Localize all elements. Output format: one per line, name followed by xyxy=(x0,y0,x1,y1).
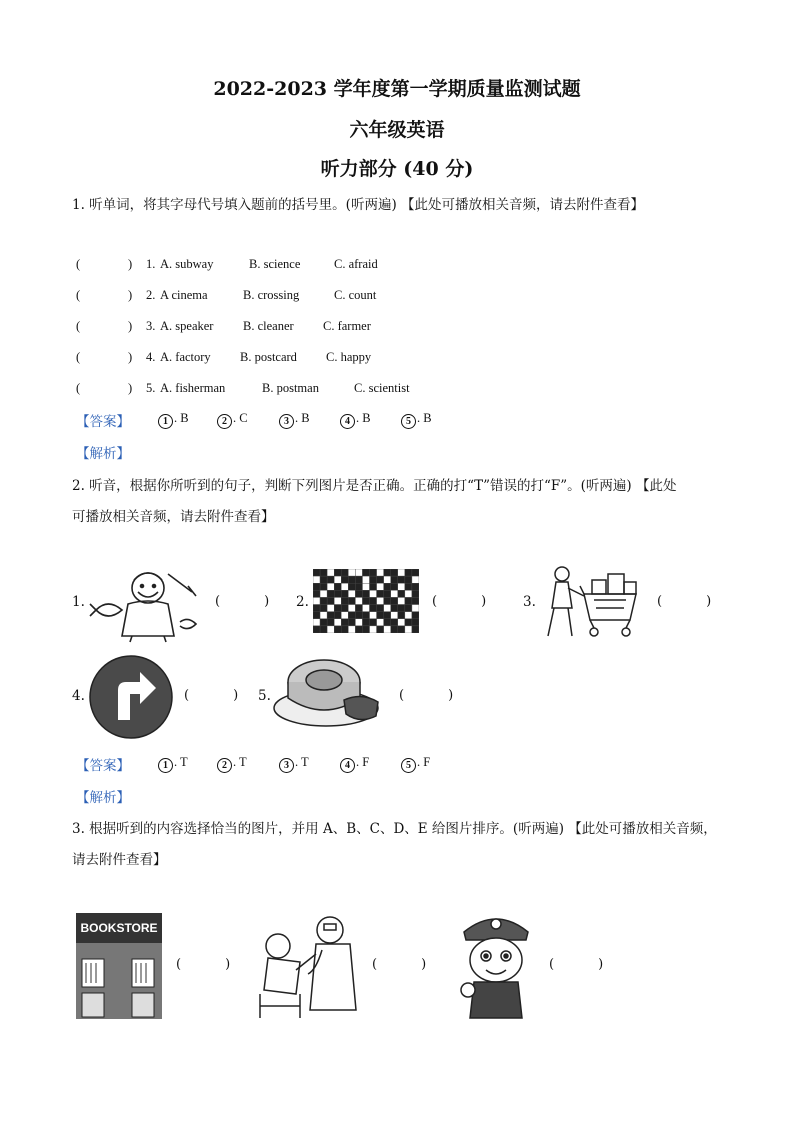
question-number: 2. xyxy=(146,288,156,302)
circled-number: 3 xyxy=(279,758,294,773)
answer-item xyxy=(401,411,432,429)
option-b: B. crossing xyxy=(243,288,300,302)
answer-value: . T xyxy=(295,755,309,769)
answer-label: 【答案】 xyxy=(76,414,130,430)
analysis-label: 【解析】 xyxy=(76,790,130,806)
circled-number: 2 xyxy=(217,414,232,429)
answer-item xyxy=(279,411,310,429)
circled-number: 3 xyxy=(279,414,294,429)
answer-paren[interactable]: ( ) xyxy=(399,688,454,703)
answer-paren-close[interactable]: ) xyxy=(128,319,133,333)
q3-prompt-line2: 请去附件查看】 xyxy=(72,852,167,868)
option-b: B. postcard xyxy=(240,350,297,364)
option-a: A. speaker xyxy=(160,319,214,333)
question-number: 3. xyxy=(146,319,156,333)
q1-answer-row xyxy=(76,410,130,430)
page-subtitle: 六年级英语 xyxy=(349,119,445,141)
answer-item xyxy=(217,411,248,429)
question-number: 4. xyxy=(146,350,156,364)
answer-paren-open[interactable]: ( xyxy=(76,319,81,333)
question-number: 5. xyxy=(146,381,156,395)
answer-value: . F xyxy=(417,755,431,769)
circled-number: 1 xyxy=(158,758,173,773)
page-title: 2022-2023 学年度第一学期质量监测试题 xyxy=(213,78,581,100)
answer-paren[interactable]: ( ) xyxy=(372,957,427,972)
analysis-label: 【解析】 xyxy=(76,446,130,462)
crossword-grid-icon xyxy=(313,569,419,633)
option-a: A. factory xyxy=(160,350,211,364)
q2-prompt-line2: 可播放相关音频，请去附件查看】 xyxy=(72,509,275,525)
answer-item xyxy=(217,755,247,773)
circled-number: 1 xyxy=(158,414,173,429)
answer-item xyxy=(340,755,369,773)
answer-paren-open[interactable]: ( xyxy=(76,288,81,302)
q2-item-num: 2. xyxy=(296,594,309,610)
answer-value: . B xyxy=(417,411,432,425)
option-c: C. afraid xyxy=(334,257,378,271)
answer-value: . T xyxy=(174,755,188,769)
answer-paren-close[interactable]: ) xyxy=(128,381,133,395)
mooncake-icon xyxy=(272,654,384,730)
option-a: A cinema xyxy=(160,288,208,302)
option-b: B. postman xyxy=(262,381,319,395)
answer-paren-open[interactable]: ( xyxy=(76,350,81,364)
old-man-with-fish-icon xyxy=(88,562,200,644)
answer-label: 【答案】 xyxy=(76,758,130,774)
option-a: A. fisherman xyxy=(160,381,226,395)
bookstore-sign: BOOKSTORE xyxy=(80,921,158,935)
section-title: 听力部分 (40 分) xyxy=(320,158,474,180)
option-b: B. science xyxy=(249,257,301,271)
doctor-patient-icon xyxy=(256,910,360,1022)
answer-item xyxy=(340,411,371,429)
answer-value: . B xyxy=(174,411,189,425)
circled-number: 2 xyxy=(217,758,232,773)
q2-prompt-line1: 2. 听音，根据你所听到的句子，判断下列图片是否正确。正确的打“T”错误的打“F”。(听两遍) 【此处 xyxy=(72,478,677,494)
shopping-cart-woman-icon xyxy=(540,564,644,640)
answer-paren-open[interactable]: ( xyxy=(76,257,81,271)
q2-item-num: 3. xyxy=(523,594,536,610)
q1-prompt: 1. 听单词，将其字母代号填入题前的括号里。(听两遍) 【此处可播放相关音频，请去附件查看】 xyxy=(72,197,644,213)
option-c: C. scientist xyxy=(354,381,410,395)
answer-paren[interactable]: ( ) xyxy=(215,594,270,609)
answer-paren-close[interactable]: ) xyxy=(128,257,133,271)
answer-paren[interactable]: ( ) xyxy=(549,957,604,972)
answer-item xyxy=(279,755,309,773)
q2-item-num: 4. xyxy=(72,688,85,704)
option-c: C. farmer xyxy=(323,319,371,333)
option-c: C. count xyxy=(334,288,377,302)
circled-number: 5 xyxy=(401,414,416,429)
circled-number: 4 xyxy=(340,414,355,429)
circled-number: 4 xyxy=(340,758,355,773)
q2-item-num: 5. xyxy=(258,688,271,704)
option-c: C. happy xyxy=(326,350,372,364)
answer-paren[interactable]: ( ) xyxy=(657,594,712,609)
answer-item xyxy=(158,411,189,429)
q2-item-num: 1. xyxy=(72,594,85,610)
q2-answer-row xyxy=(76,754,130,774)
option-b: B. cleaner xyxy=(243,319,294,333)
answer-item xyxy=(158,755,188,773)
q3-prompt-line1: 3. 根据听到的内容选择恰当的图片，并用 A、B、C、D、E 给图片排序。(听两遍) 【此处可播放相关音频， xyxy=(72,821,717,837)
answer-paren-open[interactable]: ( xyxy=(76,381,81,395)
answer-value: . T xyxy=(233,755,247,769)
answer-paren-close[interactable]: ) xyxy=(128,288,133,302)
option-a: A. subway xyxy=(160,257,214,271)
bookstore-icon xyxy=(76,913,162,1019)
answer-value: . B xyxy=(295,411,310,425)
circled-number: 5 xyxy=(401,758,416,773)
question-number: 1. xyxy=(146,257,156,271)
answer-paren-close[interactable]: ) xyxy=(128,350,133,364)
answer-value: . C xyxy=(233,411,248,425)
turn-right-sign-icon xyxy=(88,654,174,740)
answer-value: . F xyxy=(356,755,370,769)
answer-value: . B xyxy=(356,411,371,425)
answer-paren[interactable]: ( ) xyxy=(176,957,231,972)
answer-item xyxy=(401,755,430,773)
police-officer-icon xyxy=(456,910,536,1022)
answer-paren[interactable]: ( ) xyxy=(432,594,487,609)
answer-paren[interactable]: ( ) xyxy=(184,688,239,703)
